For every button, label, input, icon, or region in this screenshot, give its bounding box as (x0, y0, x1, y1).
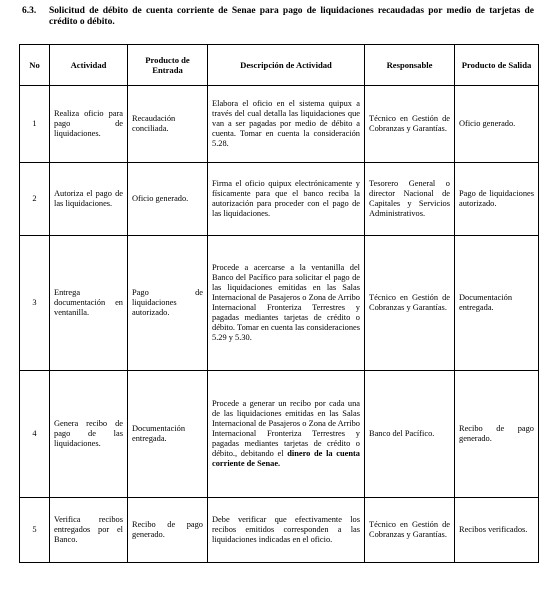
row-actividad: Realiza oficio para pago de liquidaciones. (50, 86, 128, 163)
row-descripcion (208, 163, 365, 236)
row-responsable: Técnico en Gestión de Cobranzas y Garantías. (365, 236, 455, 371)
row-descripcion-text: Procede a acercarse a la ventanilla del Banco del Pacífico para solicitar el pago de las liquidaciones emitidas en las Salas Internacional de Pasajeros o Zona de Arribo Internacional Fronteriza Terrestres y pagadas mediantes tarjetas de crédito o débito. Tomar en cuenta las consideraciones 5.29 y 5.30. (212, 263, 360, 342)
row-descripcion-bold: dinero de la cuenta corriente de Senae. (212, 449, 360, 468)
row-number: 3 (20, 236, 50, 371)
header-actividad: Actividad (50, 45, 128, 86)
row-descripcion (208, 236, 365, 371)
row-descripcion-text: Firma el oficio quipux electrónicamente y físicamente para que el banco reciba la autorización para proceder con el pago de las liquidaciones. (212, 179, 360, 218)
row-number: 1 (20, 86, 50, 163)
section-number: 6.3. (22, 6, 37, 16)
row-producto-entrada: Pago de liquidaciones autorizado. (128, 236, 208, 371)
row-producto-entrada: Documentación entregada. (128, 371, 208, 498)
row-number: 2 (20, 163, 50, 236)
row-producto-salida: Recibos verificados. (455, 498, 539, 563)
row-number: 4 (20, 371, 50, 498)
row-actividad: Autoriza el pago de las liquidaciones. (50, 163, 128, 236)
row-actividad: Entrega documentación en ventanilla. (50, 236, 128, 371)
row-producto-salida: Oficio generado. (455, 86, 539, 163)
row-producto-salida: Documentación entregada. (455, 236, 539, 371)
table-row (20, 371, 539, 498)
row-responsable: Técnico en Gestión de Cobranzas y Garantías. (365, 498, 455, 563)
row-producto-entrada: Recaudación conciliada. (128, 86, 208, 163)
row-producto-entrada: Oficio generado. (128, 163, 208, 236)
row-descripcion-text: Debe verificar que efectivamente los recibos emitidos corresponden a las liquidaciones indicadas en el oficio. (212, 515, 360, 544)
header-descripcion: Descripción de Actividad (208, 45, 365, 86)
section-title: Solicitud de débito de cuenta corriente de Senae para pago de liquidaciones recaudadas por medio de tarjetas de crédito o débito. (49, 6, 534, 27)
table-row (20, 86, 539, 163)
header-producto-entrada: Producto de Entrada (128, 45, 208, 86)
activity-table (19, 44, 539, 563)
row-actividad: Genera recibo de pago de las liquidaciones. (50, 371, 128, 498)
row-producto-entrada: Recibo de pago generado. (128, 498, 208, 563)
header-no: No (20, 45, 50, 86)
row-descripcion (208, 498, 365, 563)
header-responsable: Responsable (365, 45, 455, 86)
row-producto-salida: Pago de liquidaciones autorizado. (455, 163, 539, 236)
table-header-row (20, 45, 539, 86)
header-producto-salida: Producto de Salida (455, 45, 539, 86)
row-descripcion-text: Procede a generar un recibo por cada una de las liquidaciones emitidas en las Salas Internacional de Pasajeros o Zona de Arribo Internacional Fronteriza Terrestres y pagadas mediantes tarjetas de crédito o débito., debitando el (212, 399, 360, 458)
table-row (20, 236, 539, 371)
table-row (20, 498, 539, 563)
row-responsable: Banco del Pacífico. (365, 371, 455, 498)
row-number: 5 (20, 498, 50, 563)
table-row (20, 163, 539, 236)
section-heading (22, 6, 534, 28)
row-responsable: Tesorero General o director Nacional de Capitales y Servicios Administrativos. (365, 163, 455, 236)
row-producto-salida: Recibo de pago generado. (455, 371, 539, 498)
row-actividad: Verifica recibos entregados por el Banco. (50, 498, 128, 563)
row-responsable: Técnico en Gestión de Cobranzas y Garantías. (365, 86, 455, 163)
row-descripcion-text: Elabora el oficio en el sistema quipux a través del cual detalla las liquidaciones que van a ser pagadas por medio de débito a cuenta. Tomar en cuenta la consideración 5.28. (212, 99, 360, 148)
row-descripcion (208, 86, 365, 163)
row-descripcion (208, 371, 365, 498)
